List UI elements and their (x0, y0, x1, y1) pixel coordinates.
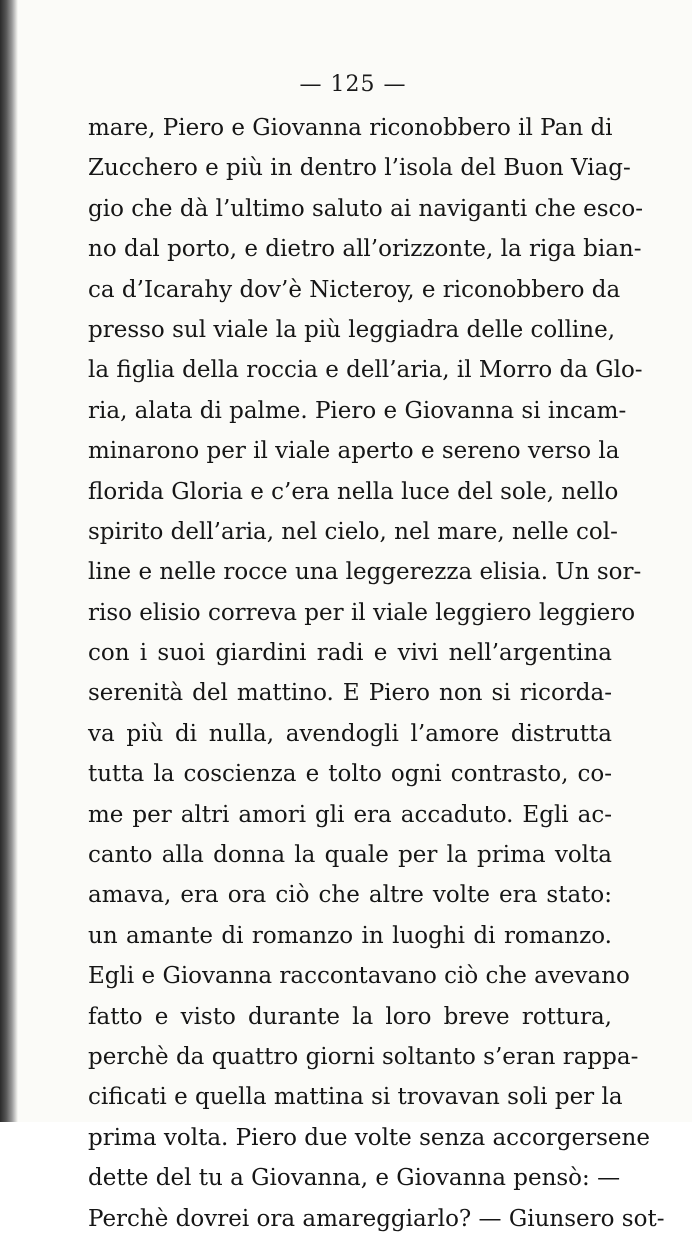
text-line: con i suoi giardini radi e vivi nell’argentina (88, 640, 612, 667)
text-line: Perchè dovrei ora amareggiarlo? — Giunsero sot- (88, 1205, 665, 1232)
text-line: florida Gloria e c’era nella luce del sole, nello (88, 478, 619, 505)
text-line: me per altri amori gli era accaduto. Egli ac- (88, 801, 612, 828)
text-line: Egli e Giovanna raccontavano ciò che avevano (88, 963, 630, 990)
text-line: va più di nulla, avendogli l’amore distrutta (88, 720, 612, 747)
text-line: ca d’Icarahy dov’è Nicteroy, e riconobbero da (88, 276, 621, 303)
text-line: cificati e quella mattina si trovavan soli per la (88, 1084, 623, 1111)
text-line: no dal porto, e dietro all’orizzonte, la riga bian- (88, 236, 642, 263)
text-line: riso elisio correva per il viale leggiero leggiero (88, 599, 636, 626)
text-line: la figlia della roccia e dell’aria, il Morro da Glo- (88, 357, 643, 384)
text-line: spirito dell’aria, nel cielo, nel mare, nelle col- (88, 518, 618, 545)
text-line: amava, era ora ciò che altre volte era stato: (88, 882, 612, 909)
text-line: gio che dà l’ultimo saluto ai naviganti che esco- (88, 195, 644, 222)
binding-shadow (0, 0, 18, 1122)
text-line: minarono per il viale aperto e sereno verso la (88, 438, 620, 465)
text-line: tutta la coscienza e tolto ogni contrasto, co- (88, 761, 612, 788)
text-line: prima volta. Piero due volte senza accorgersene (88, 1124, 650, 1151)
text-line: fatto e visto durante la loro breve rottura, (88, 1003, 612, 1030)
text-line: mare, Piero e Giovanna riconobbero il Pan di (88, 115, 613, 141)
text-line: un amante di romanzo in luoghi di romanzo. (88, 922, 612, 949)
text-line: Zucchero e più in dentro l’isola del Buon Viag- (88, 155, 631, 182)
text-line: ria, alata di palme. Piero e Giovanna si incam- (88, 397, 627, 424)
text-line: line e nelle rocce una leggerezza elisia. Un sor- (88, 559, 642, 586)
text-line: canto alla donna la quale per la prima volta (88, 842, 612, 869)
text-line: dette del tu a Giovanna, e Giovanna pensò: — (88, 1165, 621, 1192)
text-line: presso sul viale la più leggiadra delle colline, (88, 316, 616, 343)
page-number: — 125 — (299, 72, 407, 97)
text-line: serenità del mattino. E Piero non si ricorda- (88, 680, 612, 707)
text-line: perchè da quattro giorni soltanto s’eran rappa- (88, 1043, 639, 1070)
body-text (88, 108, 665, 1239)
